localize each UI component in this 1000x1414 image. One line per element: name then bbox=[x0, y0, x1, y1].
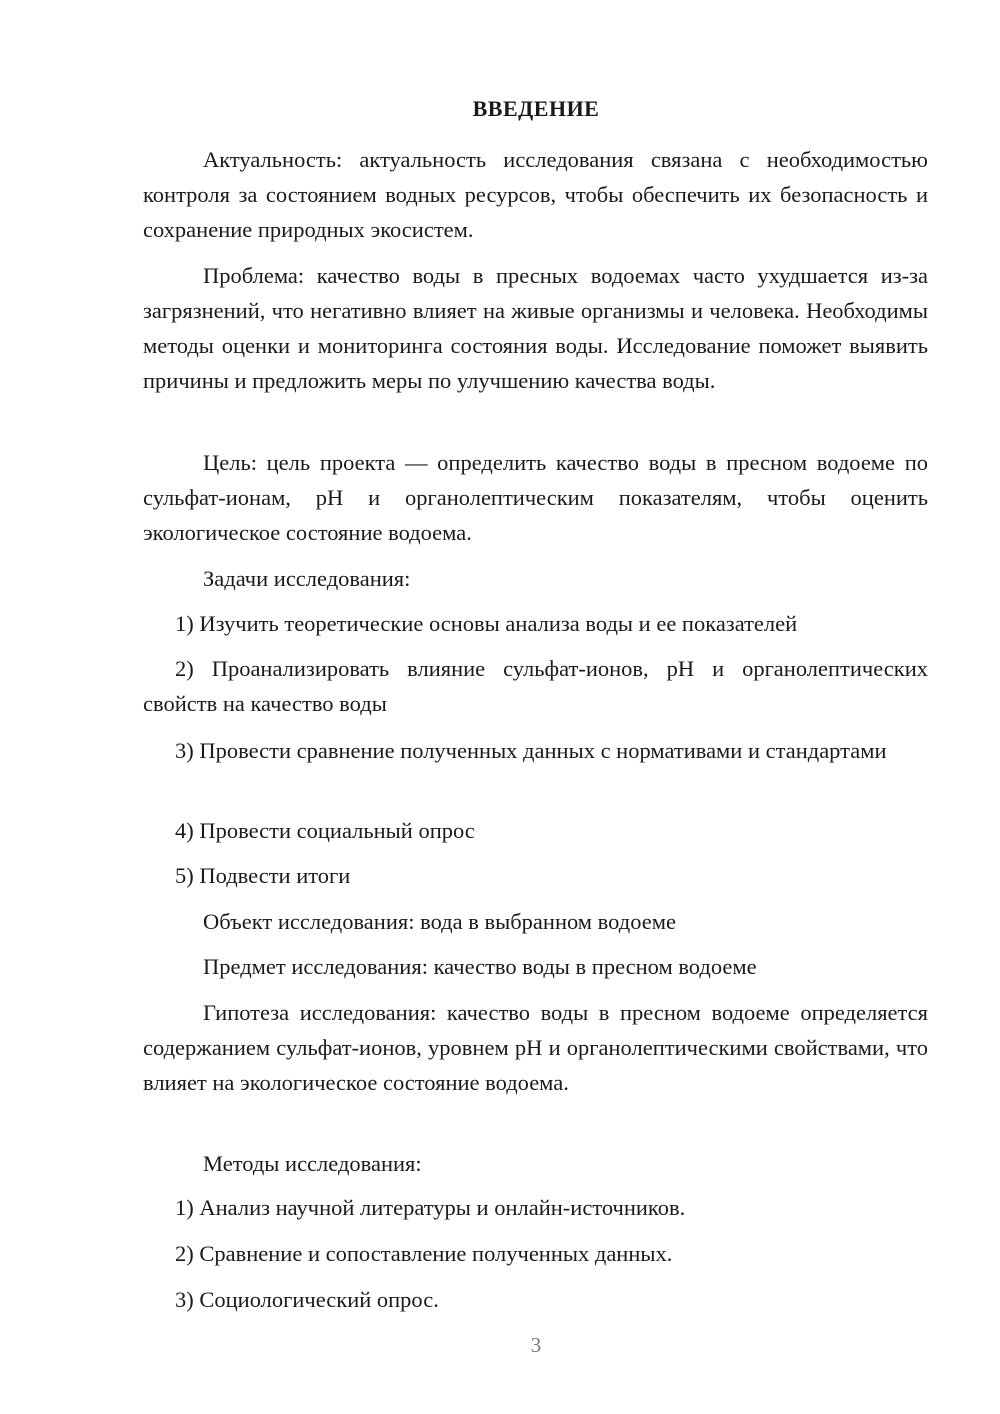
relevance-paragraph: Актуальность: актуальность исследования связана с необходимостью контроля за состоянием водных ресурсов, чтобы обеспечить их безопасность и сохранение природных экосистем. bbox=[143, 147, 928, 242]
method-item: 2) Сравнение и сопоставление полученных данных. bbox=[175, 1241, 673, 1266]
task-item: 4) Провести социальный опрос bbox=[175, 818, 475, 843]
page-number: 3 bbox=[530, 1333, 542, 1357]
method-item: 3) Социологический опрос. bbox=[175, 1287, 439, 1312]
method-item: 1) Анализ научной литературы и онлайн-источников. bbox=[175, 1195, 686, 1220]
goal-paragraph: Цель: цель проекта — определить качество воды в пресном водоеме по сульфат-ионам, pH и органолептическим показателям, чтобы оценить экологическое состояние водоема. bbox=[143, 450, 928, 545]
task-item: 2) Проанализировать влияние сульфат-ионов, pH и органолептических свойств на качество воды bbox=[143, 656, 928, 716]
task-item: 1) Изучить теоретические основы анализа воды и ее показателей bbox=[175, 611, 798, 636]
tasks-heading: Задачи исследования: bbox=[203, 566, 411, 591]
research-object: Объект исследования: вода в выбранном водоеме bbox=[203, 909, 676, 934]
page-title: ВВЕДЕНИЕ bbox=[472, 96, 600, 121]
task-item: 5) Подвести итоги bbox=[175, 863, 351, 888]
research-subject: Предмет исследования: качество воды в пресном водоеме bbox=[203, 954, 757, 979]
task-item: 3) Провести сравнение полученных данных с нормативами и стандартами bbox=[175, 738, 887, 763]
problem-paragraph: Проблема: качество воды в пресных водоемах часто ухудшается из-за загрязнений, что негативно влияет на живые организмы и человека. Необходимы методы оценки и мониторинга состояния воды. Исследование поможет выявить причины и предложить меры по улучшению качества воды. bbox=[143, 263, 928, 393]
hypothesis-paragraph: Гипотеза исследования: качество воды в пресном водоеме определяется содержанием сульфат-ионов, уровнем pH и органолептическими свойствами, что влияет на экологическое состояние водоема. bbox=[143, 1000, 928, 1095]
methods-heading: Методы исследования: bbox=[203, 1151, 422, 1176]
